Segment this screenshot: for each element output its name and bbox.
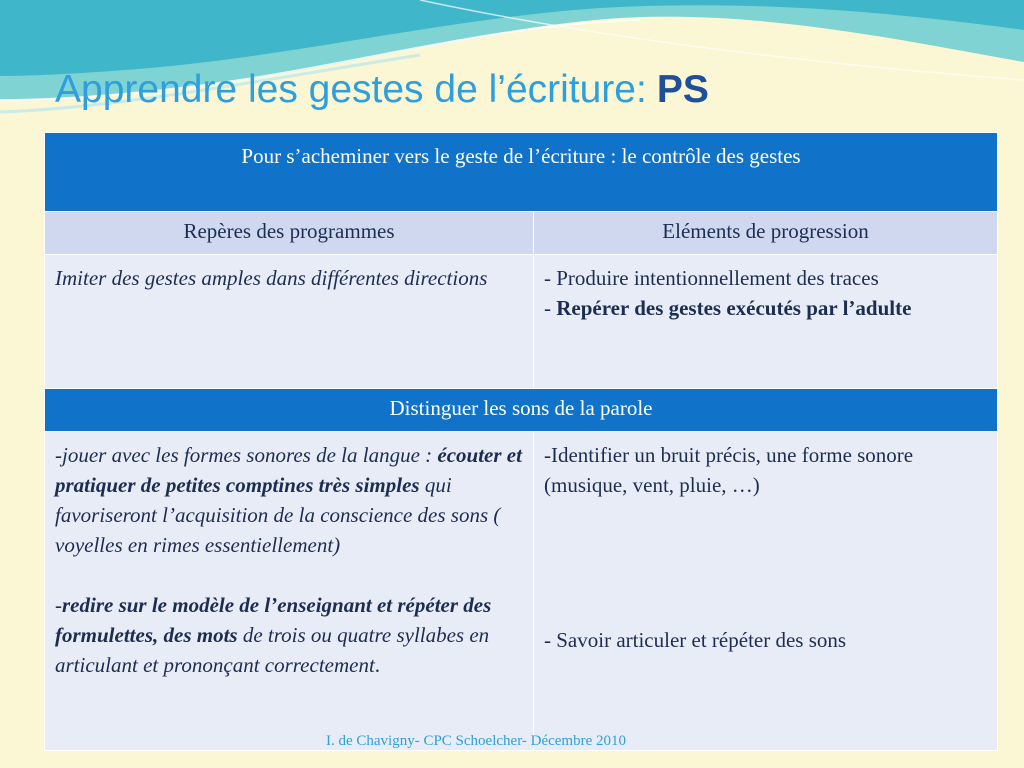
row1-right-text-1: Produire intentionnellement des traces [556,266,879,290]
row2-right-cell [534,432,998,751]
row1-dash-2: - [544,296,557,320]
table-header-row [45,133,998,212]
title-suffix: PS [656,68,709,111]
row2-left-text-1c: qui favoriseront l’acquisition de la conscience des sons ( voyelles en rimes essentiellement) [55,473,501,557]
section-header-row [45,389,998,432]
row2-left-text-2b: redire sur le modèle de l’enseignant et répéter des formulettes, des mots [55,593,492,647]
table-header: Pour s’acheminer vers le geste de l’écriture : le contrôle des gestes [45,133,998,212]
row2-left-text-1a: -jouer avec les formes sonores de la langue : [55,443,438,467]
slide-title [55,68,709,112]
title-text: Apprendre les gestes de l’écriture: [55,68,647,111]
table-row [45,432,998,751]
row2-left-text-2a: - [55,593,62,617]
section2-header: Distinguer les sons de la parole [45,389,998,432]
progression-table [44,132,998,751]
row2-left-paragraph-2 [55,590,523,680]
col-header-reperes: Repères des programmes [45,212,534,255]
col-header-elements: Eléments de progression [534,212,998,255]
row2-left-cell [45,432,534,751]
row2-right-text-1: -Identifier un bruit précis, une forme sonore (musique, vent, pluie, …) [544,443,914,497]
table-row [45,255,998,389]
column-header-row [45,212,998,255]
row2-left-text-1b: écouter et pratiquer de petites comptines très simples [55,443,522,497]
row2-left-text-2c: de trois ou quatre syllabes en articulant et prononçant correctement [55,623,490,677]
row2-left-text-2d: . [374,653,381,677]
row1-dash-1: - [544,266,557,290]
slide-footer: I. de Chavigny- CPC Schoelcher- Décembre 2010 [325,733,627,749]
row2-left-paragraph-1 [55,440,523,560]
row1-right-cell [534,255,998,389]
row2-right-text-2: - Savoir articuler et répéter des sons [544,628,847,652]
row1-right-text-2: Repérer des gestes exécutés par l’adulte [556,296,912,320]
row1-left-cell: Imiter des gestes amples dans différentes directions [45,255,534,389]
